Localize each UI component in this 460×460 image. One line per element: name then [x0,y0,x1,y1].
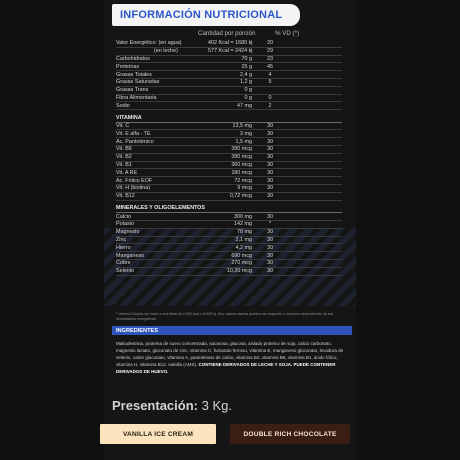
nutrient-quantity: 1,2 g [240,79,252,86]
nutrient-name: Vit. E alfa - TE [116,130,151,137]
nutrient-quantity: 577 Kcal = 2424 kj [208,48,253,55]
nutrient-name: Fibra Alimentaria [116,94,157,101]
column-header-vd: % VD (*) [275,30,300,37]
nutrient-name: Hierro [116,244,131,251]
nutrient-name: (en leche) [154,48,178,55]
nutrient-name: Vit. B6 [116,146,132,153]
nutrient-name: Ac. Pantoténico [116,138,154,145]
nutrient-daily-value: 30 [267,123,273,130]
nutrient-name: Vit. C [116,123,130,130]
nutrient-quantity: 300 mg [234,213,252,220]
nutrient-quantity: 0 g [244,87,252,94]
nutrient-quantity: 70 g [241,55,252,62]
nutrient-row [116,193,342,201]
nutrient-quantity: 25 g [241,63,252,70]
nutrient-name: Vit. H (biotina) [116,185,151,192]
ingredients-title: INGREDIENTES [116,327,158,334]
nutrient-daily-value: 30 [267,154,273,161]
nutrient-quantity: 390 mcg [231,146,252,153]
nutrient-daily-value: 30 [267,162,273,169]
nutrient-name: Zinc [116,236,127,243]
nutrient-quantity: 0 g [244,94,252,101]
flavor-chocolate-button[interactable] [230,424,350,444]
nutrient-row [116,229,342,237]
nutrient-name: Ac. Fólico EOF [116,177,153,184]
nutrient-row [116,154,342,162]
column-header-per-serving: Cantidad por porción [198,30,256,37]
nutrient-daily-value: 30 [267,177,273,184]
nutrient-row [116,237,342,245]
nutrient-daily-value: 30 [267,252,273,259]
nutrient-daily-value: 20 [267,40,273,47]
nutrient-name: Cobre [116,260,131,267]
nutrient-daily-value: * [268,221,272,228]
nutrient-quantity: 690 mcg [231,252,252,259]
nutrient-daily-value: 30 [267,146,273,153]
nutrient-row [116,146,342,154]
presentation-label: Presentación: [112,398,198,413]
nutrition-header [112,4,300,26]
nutrient-name: Grasas Saturadas [116,79,160,86]
flavor-vanilla-button[interactable] [100,424,216,444]
nutrient-daily-value: 30 [267,236,273,243]
nutrient-daily-value: 30 [267,244,273,251]
nutrient-name: Vit. B2 [116,154,132,161]
nutrient-name: Vit. B12 [116,193,135,200]
nutrient-daily-value: 30 [267,130,273,137]
nutrient-name: Sodio [116,102,130,109]
nutrient-quantity: 13,5 mg [232,123,252,130]
presentation-value: 3 Kg. [197,398,232,413]
nutrition-title: INFORMACIÓN NUTRICIONAL [120,9,283,21]
nutrient-quantity: 3 mg [240,130,252,137]
daily-values-footnote: * Valores Diarios con base a una dieta de 2.000 kcal u 8.400 kj. Sus valores diarios pueden ser mayores o menores dependiendo de sus necesidades energéticas. [116,312,334,321]
nutrient-quantity: 72 mcg [234,177,252,184]
nutrient-row [116,56,342,64]
flavor-chocolate-label: DOUBLE RICH CHOCOLATE [243,430,337,438]
presentation [112,398,232,413]
nutrient-quantity: 1,5 mg [235,138,252,145]
ingredients-header [112,326,352,335]
nutrient-row [116,221,342,229]
nutrient-row [116,268,342,276]
nutrient-daily-value: 30 [267,268,273,275]
nutrient-row [116,130,342,138]
nutrient-name: Valor Energético: (en agua) [116,40,182,47]
nutrient-quantity: 10,20 mcg [226,268,252,275]
vitamins-title: VITAMINA [116,114,142,121]
minerals-list [116,213,342,275]
nutrient-daily-value: 30 [267,169,273,176]
nutrient-daily-value: 30 [267,193,273,200]
nutrient-row [116,185,342,193]
nutrient-daily-value: 5 [268,79,272,86]
ingredients-text [116,340,348,375]
nutrient-name: Manganeso [116,252,145,259]
nutrient-row [116,79,342,87]
nutrient-daily-value: 23 [267,55,273,62]
nutrient-row [116,177,342,185]
nutrient-daily-value: 45 [267,63,273,70]
nutrient-name: Vit. A RE [116,169,138,176]
nutrient-daily-value: 4 [268,71,272,78]
nutrient-quantity: 402 Kcal = 1680 kj [208,40,253,47]
nutrient-name: Magnesio [116,229,140,236]
nutrient-quantity: 9 mcg [237,185,252,192]
nutrient-row [116,162,342,170]
main-nutrients [116,40,342,110]
nutrient-name: Calcio [116,213,131,220]
nutrient-name: Carbohidratos [116,55,150,62]
nutrient-row [116,252,342,260]
left-background [0,0,104,460]
nutrient-row [116,40,342,48]
nutrient-quantity: 142 mg [234,221,252,228]
nutrient-row [116,71,342,79]
nutrient-name: Vit. B1 [116,162,132,169]
minerals-section-title [116,205,342,214]
nutrient-row [116,95,342,103]
nutrient-daily-value: 30 [267,185,273,192]
nutrient-quantity: 180 mcg [231,169,252,176]
nutrient-quantity: 2,4 g [240,71,252,78]
nutrient-quantity: 270 mcg [231,260,252,267]
vitamins-section-title [116,114,342,123]
nutrient-daily-value: 30 [267,213,273,220]
nutrient-name: Grasas Totales [116,71,152,78]
nutrient-name: Grasas Trans [116,87,149,94]
vitamins-list [116,123,342,201]
nutrient-row [116,102,342,110]
nutrient-row [116,123,342,131]
nutrient-quantity: 0,72 mcg [229,193,252,200]
nutrient-daily-value: 29 [267,48,273,55]
nutrient-quantity: 360 mcg [231,162,252,169]
nutrient-daily-value: 30 [267,138,273,145]
right-background [356,0,460,460]
nutrient-row [116,138,342,146]
flavor-vanilla-label: VANILLA ICE CREAM [122,430,194,438]
ingredients-list: Maltodextrina, proteína de suero concentrada, sacarosa, glucosa, aislado proteico de soja, calcio carbonato, magnesio lactato, gluconato de zinc, vitamina C, fumarato ferroso, vitamina E, manganeso gluconato, levadura de selenio, cobre gluconato, vitamina A, pantotenato de calcio, vitamina B2, vitamina B6, vitamina B1, ácido fólico, vitamina H, vitamina B12, vainilla (AMS). [116,341,344,368]
nutrient-quantity: 47 mg [237,102,252,109]
nutrient-daily-value: 30 [267,229,273,236]
nutrient-row [116,169,342,177]
nutrient-quantity: 78 mg [237,229,252,236]
nutrient-row [116,87,342,95]
nutrient-row [116,63,342,71]
nutrient-name: Selenio [116,268,134,275]
nutrient-row [116,244,342,252]
nutrient-quantity: 2,1 mg [235,236,252,243]
minerals-title: MINERALES Y OLIGOELEMENTOS [116,205,205,212]
nutrient-name: Potasio [116,221,134,228]
nutrient-daily-value: 0 [268,94,272,101]
nutrient-daily-value: 30 [267,260,273,267]
nutrient-daily-value: 2 [268,102,272,109]
allergen-warning: CONTIENE DERIVADOS DE LECHE Y SOJA. PUEDE CONTENER DERIVADOS DE HUEVO. [116,362,336,375]
nutrient-row [116,260,342,268]
nutrient-row [116,213,342,221]
nutrient-quantity: 390 mcg [231,154,252,161]
nutrient-name: Proteínas [116,63,140,70]
nutrition-table [116,40,342,276]
nutrient-row [116,48,342,56]
nutrient-quantity: 4,2 mg [235,244,252,251]
